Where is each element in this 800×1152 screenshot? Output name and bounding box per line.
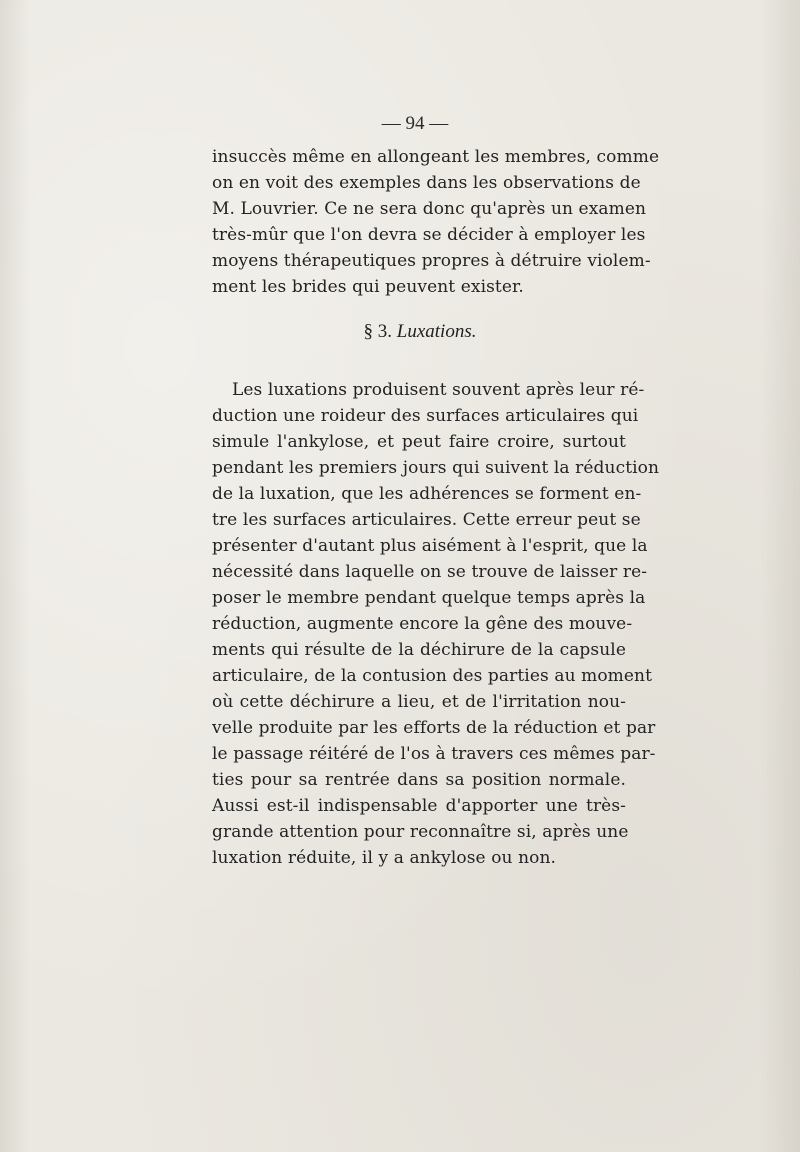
text-line: velle produite par les efforts de la réduction et par <box>212 718 656 738</box>
paragraph-1 <box>212 144 660 300</box>
text-line: insuccès même en allongeant les membres, comme <box>212 147 660 167</box>
text-line: où cette déchirure a lieu, et de l'irritation nou- <box>212 692 626 712</box>
paragraph-2 <box>212 377 660 871</box>
section-title: Luxations. <box>396 321 477 342</box>
text-line: articulaire, de la contusion des parties au moment <box>212 666 653 686</box>
text-line: pendant les premiers jours qui suivent la réduction <box>212 458 660 478</box>
text-line: simule l'ankylose, et peut faire croire, surtout <box>212 432 626 452</box>
text-line: le passage réitéré de l'os à travers ces mêmes par- <box>212 744 656 764</box>
text-line: Les luxations produisent souvent après leur ré- <box>232 380 645 400</box>
text-line: ties pour sa rentrée dans sa position normale. <box>212 770 626 790</box>
text-line: on en voit des exemples dans les observations de <box>212 173 641 193</box>
text-line: réduction, augmente encore la gêne des mouve- <box>212 614 633 634</box>
text-line: luxation réduite, il y a ankylose ou non. <box>212 848 557 868</box>
section-number: § 3. <box>363 321 393 342</box>
text-line: ments qui résulte de la déchirure de la capsule <box>212 640 626 660</box>
text-line: moyens thérapeutiques propres à détruire violem- <box>212 251 651 271</box>
text-line: très-mûr que l'on devra se décider à employer les <box>212 225 646 245</box>
text-line: de la luxation, que les adhérences se forment en- <box>212 484 642 504</box>
text-line: grande attention pour reconnaître si, après une <box>212 822 629 842</box>
text-line: duction une roideur des surfaces articulaires qui <box>212 406 639 426</box>
text-line: ment les brides qui peuvent exister. <box>212 277 524 297</box>
text-line: Aussi est-il indispensable d'apporter une très- <box>212 796 626 816</box>
section-heading <box>0 321 800 343</box>
text-line: tre les surfaces articulaires. Cette erreur peut se <box>212 510 641 530</box>
page-number: — 94 — <box>381 113 449 134</box>
text-line: M. Louvrier. Ce ne sera donc qu'après un examen <box>212 199 647 219</box>
text-line: présenter d'autant plus aisément à l'esprit, que la <box>212 536 648 556</box>
text-line: nécessité dans laquelle on se trouve de laisser re- <box>212 562 648 582</box>
text-line: poser le membre pendant quelque temps après la <box>212 588 646 608</box>
